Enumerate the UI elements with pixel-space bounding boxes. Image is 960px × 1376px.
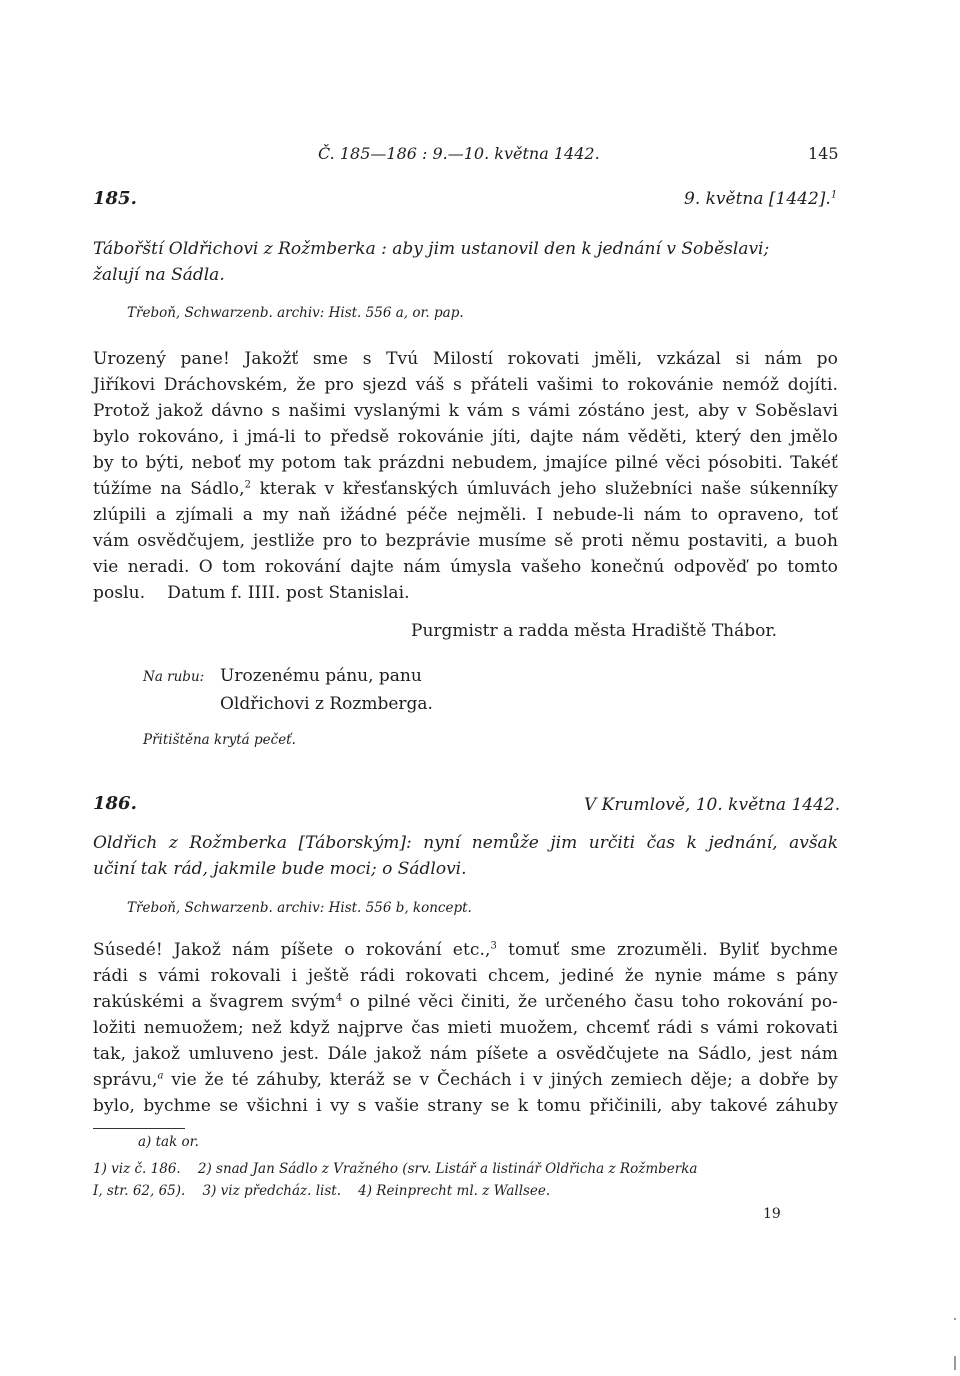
address-line: Urozenému pánu, panu xyxy=(220,666,422,686)
text-line: poslu. Datum f. IIII. post Stanislai. xyxy=(93,583,410,603)
signature-185: Purgmistr a radda města Hradiště Thábor. xyxy=(411,621,778,641)
page-number: 145 xyxy=(808,144,839,163)
summary-line: učiní tak rád, jakmile bude moci; o Sádlovi. xyxy=(93,859,467,879)
summary-line: žalují na Sádla. xyxy=(93,265,225,285)
text-line: zlúpili a zjímali a my naň ižádné péče nejměli. I nebude-li nám to opraveno, toť xyxy=(93,505,838,525)
source-186: Třeboň, Schwarzenb. archiv: Hist. 556 b, koncept. xyxy=(127,900,472,916)
scan-speck xyxy=(954,1356,956,1370)
text-line: ložiti nemuožem; než když najprve čas mieti muožem, chcemť rádi s vámi rokovati xyxy=(93,1018,838,1038)
note-reference: 3 xyxy=(490,940,497,952)
document-date-186: V Krumlově, 10. května 1442. xyxy=(584,795,841,815)
note-reference: 2 xyxy=(244,479,252,491)
address-line: Oldřichovi z Rozmberga. xyxy=(220,694,433,714)
text-line: vám osvědčujem, jestliže pro to bezprávie musíme sě proti němu postaviti, a buoh xyxy=(93,531,838,551)
text-186 xyxy=(93,937,838,1119)
address-label: Na rubu: xyxy=(143,669,205,685)
text-line: rakúskémi a švagrem svým$^4$ o pilné věci činiti, že určeného času toho rokování po- xyxy=(93,992,839,1012)
text-line: Súsedé! Jakož nám píšete o rokování etc.,$^3$ tomuť sme zrozuměli. Byliť bychme xyxy=(93,940,838,960)
signature-mark: 19 xyxy=(763,1206,781,1222)
source-185: Třeboň, Schwarzenb. archiv: Hist. 556 a, or. pap. xyxy=(127,305,464,321)
text-line: bylo, bychme se všichni i vy s vašie strany se k tomu přičinili, aby takové záhuby xyxy=(93,1096,838,1116)
scan-speck xyxy=(954,1318,956,1320)
text-line: tak, jakož umluveno jest. Dále jakož nám píšete a osvědčujete na Sádlo, jest nám xyxy=(93,1044,838,1064)
text-line: Protož jakož dávno s našimi vyslanými k vám s vámi zóstáno jest, aby v Soběslavi xyxy=(93,401,838,421)
summary-line: Oldřich z Rožmberka [Táborským]: nyní nemůže jim určiti čas k jednání, avšak xyxy=(93,833,838,853)
text-line: správu,$^a$ vie že té záhuby, kteráž se v Čechách i v jiných zemiech děje; a dobře by xyxy=(93,1070,838,1090)
text-line: Jiříkovi Dráchovském, že pro sjezd váš s přáteli vašimi to rokovánie nemóž dojíti. xyxy=(93,375,838,395)
text-line: by to býti, neboť my potom tak prázdni nebudem, jmajíce pilné věci pósobiti. Takéť xyxy=(93,453,838,473)
note-reference: a xyxy=(157,1070,164,1082)
document-number-185: 185. xyxy=(93,188,137,209)
text-185 xyxy=(93,346,838,606)
text-line: rádi s vámi rokovali i ještě rádi rokovati chcem, jediné že nynie máme s pány xyxy=(93,966,838,986)
footnote-line: I, str. 62, 65). 3) viz předcház. list. 4) Reinprecht ml. z Wallsee. xyxy=(93,1183,551,1199)
text-line: vie neradi. O tom rokování dajte nám úmysla vašeho konečnú odpověď po tomto xyxy=(93,557,838,577)
footnote-rule xyxy=(93,1128,185,1129)
seal-note-185: Přitištěna krytá pečeť. xyxy=(143,732,296,748)
summary-185 xyxy=(93,236,769,288)
address-185 xyxy=(220,662,433,718)
text-line: túžíme na Sádlo,$^2$ kterak v křesťanských úmluvách jeho služebníci naše súkenníky xyxy=(93,479,838,499)
summary-line: Tábořští Oldřichovi z Rožmberka : aby jim ustanovil den k jednání v Soběslavi; xyxy=(93,239,770,259)
footnote-a: a) tak or. xyxy=(138,1134,199,1150)
summary-186 xyxy=(93,830,838,882)
running-head-title: Č. 185—186 : 9.—10. května 1442. xyxy=(318,144,600,163)
text-line: Urozený pane! Jakožť sme s Tvú Milostí rokovati jměli, vzkázal si nám po xyxy=(93,349,838,369)
document-number-186: 186. xyxy=(93,793,137,814)
note-reference: 4 xyxy=(335,992,343,1004)
document-date-185: 9. května [1442].$^1$ xyxy=(684,189,838,209)
text-line: bylo rokováno, i jmá-li to předsě rokovánie jíti, dajte nám věděti, který den jmělo xyxy=(93,427,838,447)
footnote-line: 1) viz č. 186. 2) snad Jan Sádlo z Vražného (srv. Listář a listinář Oldřicha z Rožmberka xyxy=(93,1161,698,1177)
